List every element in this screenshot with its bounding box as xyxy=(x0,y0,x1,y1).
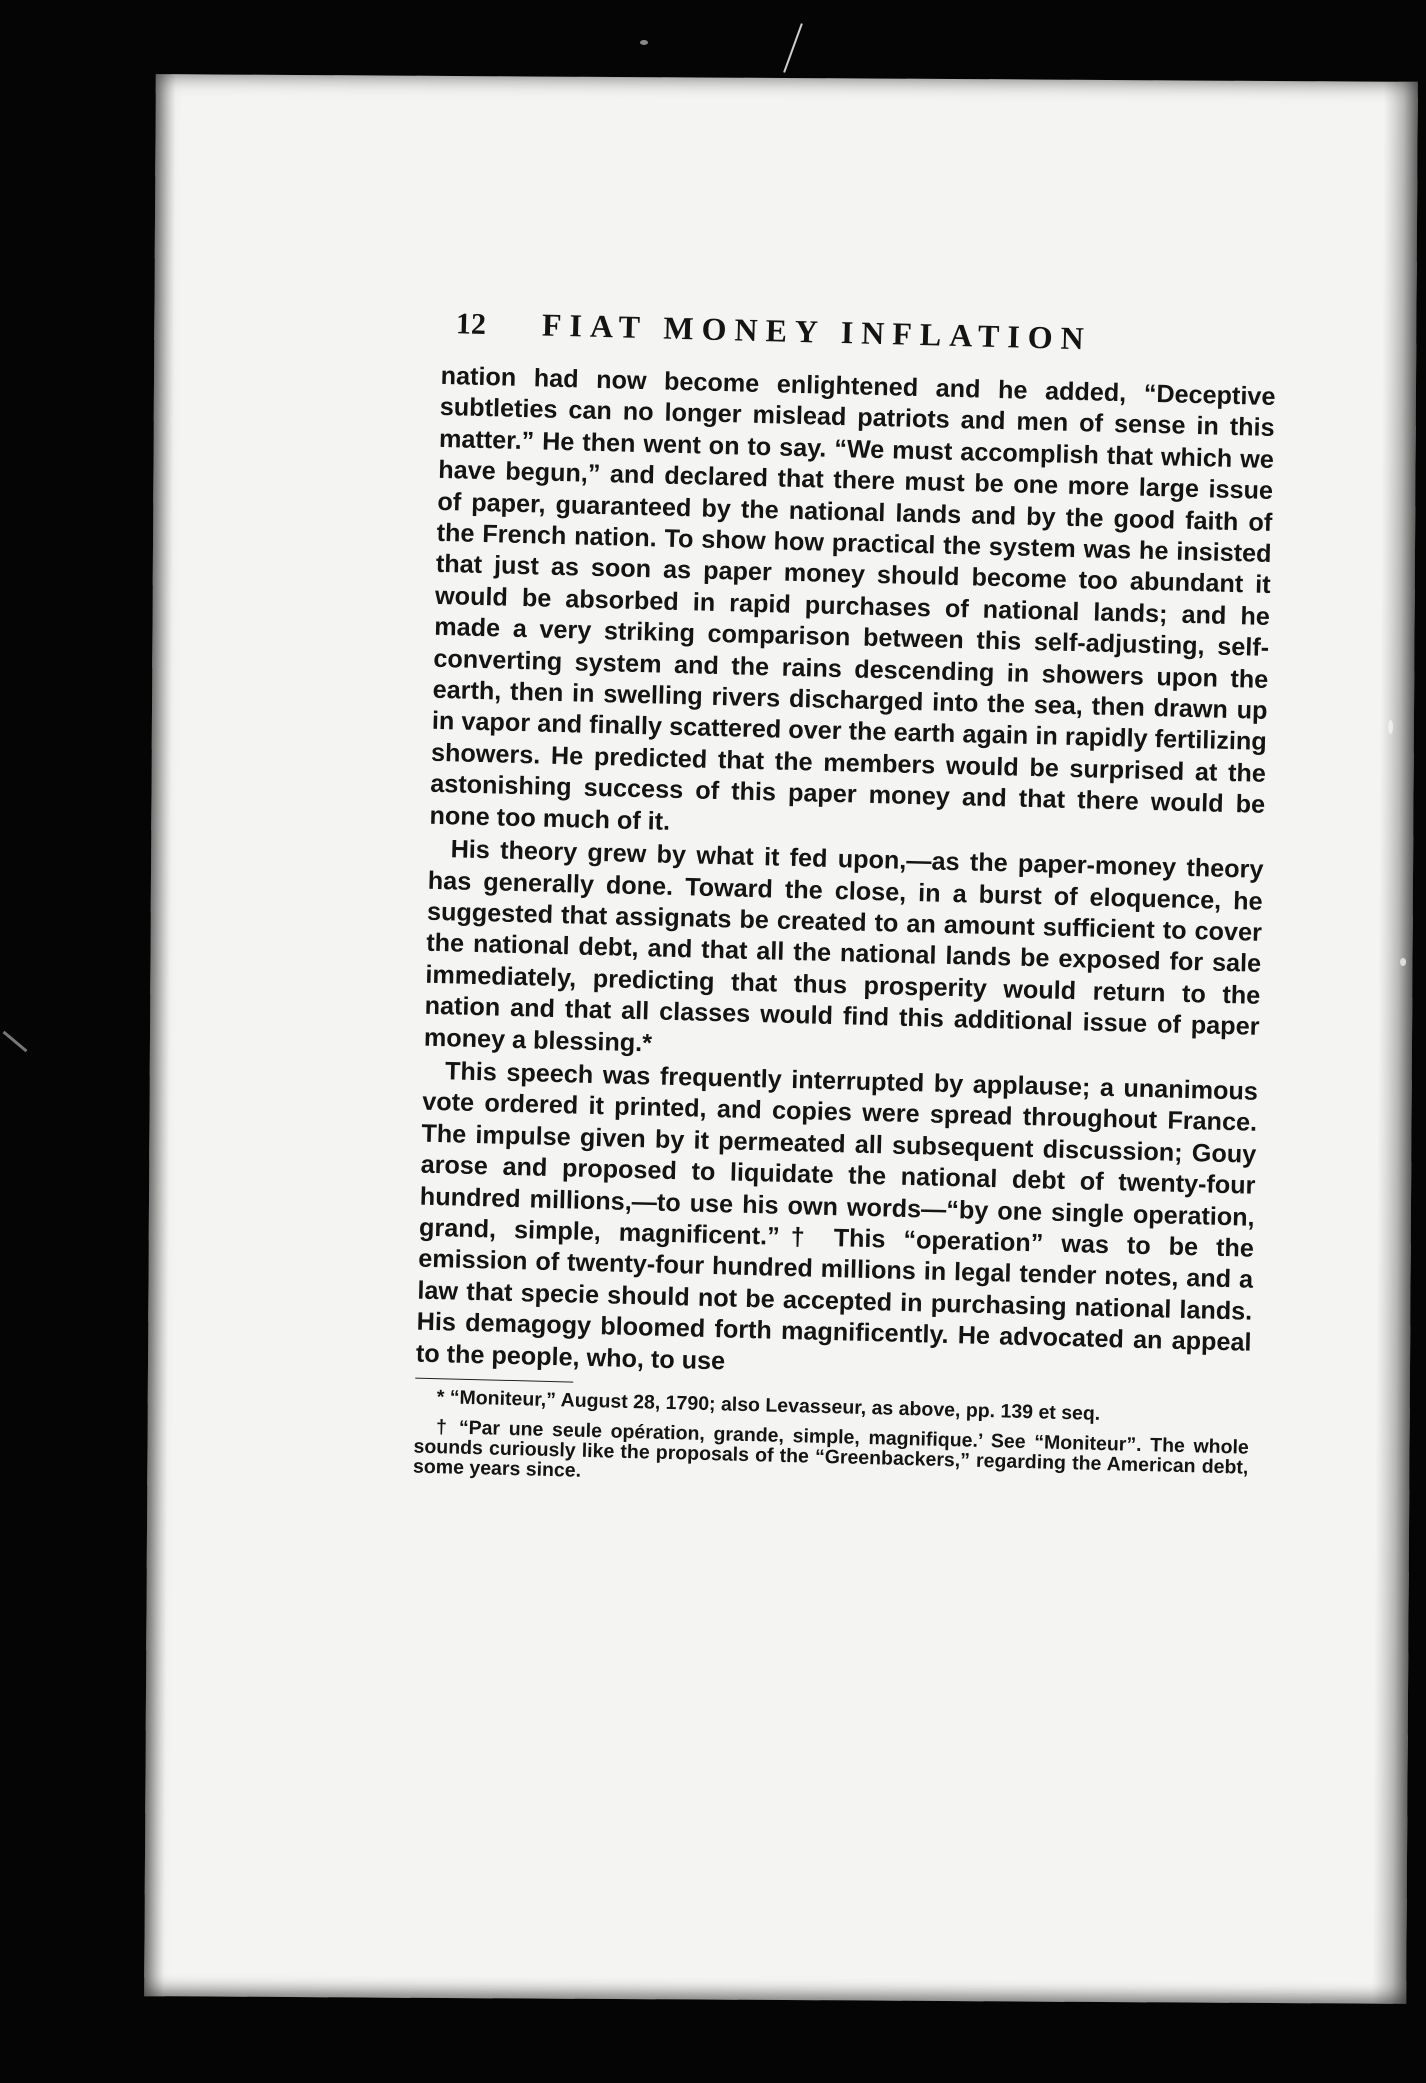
footnote-1: * “Moniteur,” August 28, 1790; also Levasseur, as above, pp. 139 et seq. xyxy=(436,1386,1101,1425)
body-paragraph-2: His theory grew by what it fed upon,—as the paper-money theory has generally done. Toward the close, in a burst of eloquence, he suggested that assignats be created to an amount sufficient to cover the national debt, and that all the national lands be exposed for sale immediately, predicting that thus prosperity would return to the nation and that all classes would find this additional issue of paper money a blessing.* xyxy=(423,835,1264,1057)
body-paragraph-1: nation had now become enlightened and he added, “Deceptive subtleties can no longer mislead patriots and men of sense in this matter.” He then went on to say. “We must accomplish that which we have begun,” and declared that there must be one more large issue of paper, guaranteed by the national lands and by the good faith of the French nation. To show how practical the system was he insisted that just as soon as paper money should become too abundant it would be absorbed in rapid purchases of national lands; and he made a very striking comparison between this self-adjusting, self-converting system and the rains descending in showers upon the earth, then in swelling rivers discharged into the sea, then drawn up in vapor and finally scattered over the earth again in rapidly fertilizing showers. He predicted that the members would be surprised at the astonishing success of this paper money and that there would be none too much of it. xyxy=(429,361,1276,836)
page-text xyxy=(413,304,1278,1508)
running-title: FIAT MONEY INFLATION xyxy=(541,306,1093,357)
page-number: 12 xyxy=(455,307,487,342)
book-page xyxy=(144,74,1418,2004)
scan-speck xyxy=(640,40,648,45)
body-paragraph-3: This speech was frequently interrupted by applause; a unanimous vote ordered it printed, and copies were spread throughout France. The impulse given by it permeated all subsequent discussion; Gouy arose and proposed to liquidate the national debt of twenty-four hundred millions,—to use his own words—“by one single operation, grand, simple, magnificent.”† This “operation” was to be the emission of twenty-four hundred millions in legal tender notes, and a law that specie should not be accepted in purchasing national lands. His demagogy bloomed forth magnificently. He advocated an appeal to the people, who, to use xyxy=(415,1057,1259,1375)
footnote-divider xyxy=(415,1378,573,1383)
scan-speck xyxy=(1400,958,1406,966)
scan-speck xyxy=(1388,720,1393,734)
footnote-2: † “Par une seule opération, grande, simple, magnifique.’ See “Moniteur”. The whole sounds curiously like the proposals of the “Greenbackers,” regarding the American debt, some years since. xyxy=(412,1416,1250,1482)
page-header xyxy=(456,304,1278,362)
